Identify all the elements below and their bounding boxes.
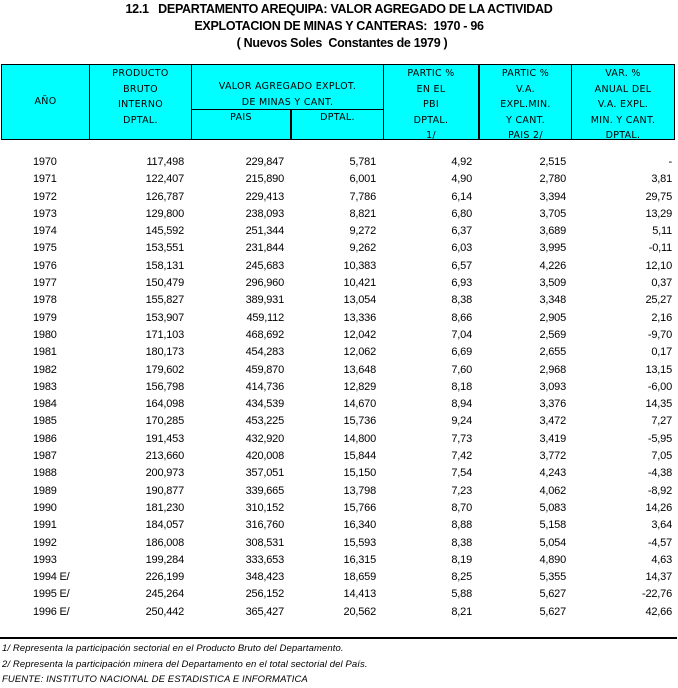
table-row [0, 500, 678, 517]
bottom-rule [0, 637, 677, 639]
cell-var-anual: -6,00 [647, 380, 672, 393]
cell-va-pais: 238,093 [245, 207, 284, 220]
cell-va-dptal: 13,648 [343, 363, 376, 376]
cell-partic-pbi: 8,94 [451, 398, 472, 411]
header-partic-va-line: PARTIC % [501, 68, 550, 79]
cell-va-pais: 229,413 [245, 190, 284, 203]
cell-pbi: 156,798 [145, 380, 184, 393]
cell-va-pais: 310,152 [245, 501, 284, 514]
cell-year: 1989 [33, 484, 57, 497]
cell-year: 1996 E/ [33, 605, 70, 618]
cell-year: 1990 [33, 501, 57, 514]
header-partic-va [480, 65, 571, 139]
cell-partic-va: 3,509 [539, 277, 566, 290]
cell-var-anual: 3,64 [651, 519, 672, 532]
cell-va-dptal: 12,042 [343, 328, 376, 341]
header-var-anual-line: ANUAL DEL [594, 83, 652, 95]
cell-year: 1973 [33, 207, 57, 220]
cell-year: 1978 [33, 294, 57, 307]
cell-va-pais: 459,112 [246, 311, 284, 324]
cell-va-pais: 365,427 [245, 605, 284, 618]
cell-va-pais: 389,931 [245, 294, 284, 307]
cell-pbi: 153,907 [145, 311, 184, 324]
cell-year: 1985 [33, 415, 57, 428]
footnote-1: 1/ Representa la participación sectorial en el Producto Bruto del Departamento. [2, 643, 344, 654]
cell-pbi: 150,479 [145, 277, 184, 290]
cell-partic-pbi: 6,37 [451, 225, 472, 238]
cell-partic-pbi: 5,88 [451, 588, 472, 601]
header-partic-pbi-line: 1/ [426, 130, 436, 141]
cell-partic-va: 5,158 [539, 519, 566, 532]
cell-va-pais: 308,531 [245, 536, 284, 549]
cell-year: 1971 [33, 173, 57, 186]
cell-va-dptal: 14,670 [343, 398, 376, 411]
cell-year: 1981 [33, 346, 57, 359]
cell-pbi: 126,787 [145, 190, 184, 203]
cell-va-pais: 229,847 [245, 156, 284, 168]
table-row [0, 344, 678, 361]
cell-va-dptal: 12,062 [343, 346, 376, 359]
cell-va-dptal: 13,336 [343, 311, 376, 324]
cell-partic-va: 2,780 [539, 173, 566, 186]
cell-va-dptal: 7,786 [349, 190, 376, 203]
cell-partic-pbi: 6,57 [451, 259, 472, 272]
table-row [0, 448, 678, 465]
cell-pbi: 179,602 [145, 363, 184, 376]
cell-va-dptal: 15,150 [343, 467, 376, 480]
footnote-source: FUENTE: INSTITUTO NACIONAL DE ESTADISTICA E INFORMATICA [2, 674, 308, 685]
cell-var-anual: 5,11 [652, 225, 672, 238]
cell-va-dptal: 16,340 [343, 519, 376, 532]
cell-va-dptal: 15,736 [343, 415, 376, 428]
table-row [0, 189, 678, 206]
table-row [0, 171, 678, 188]
header-pbi [90, 65, 191, 139]
cell-va-pais: 256,152 [245, 588, 284, 601]
table-body [0, 154, 678, 621]
cell-year: 1974 [33, 225, 57, 238]
cell-var-anual: 3,81 [651, 173, 672, 186]
cell-partic-pbi: 7,23 [451, 484, 472, 497]
cell-va-dptal: 8,821 [349, 207, 376, 220]
cell-partic-pbi: 6,14 [451, 190, 472, 203]
cell-var-anual: 14,37 [645, 571, 672, 584]
cell-partic-va: 3,689 [539, 225, 566, 238]
cell-year: 1992 [33, 536, 57, 549]
cell-va-dptal: 14,800 [343, 432, 376, 445]
cell-partic-pbi: 6,69 [451, 346, 472, 359]
cell-partic-pbi: 7,60 [451, 363, 472, 376]
cell-va-dptal: 10,421 [343, 277, 376, 290]
cell-pbi: 129,800 [145, 207, 184, 220]
cell-var-anual: 42,66 [645, 605, 672, 618]
header-va-dptal-label: DPTAL. [320, 112, 355, 123]
cell-year: 1970 [33, 156, 57, 168]
cell-va-pais: 459,870 [245, 363, 284, 376]
cell-partic-pbi: 7,42 [451, 450, 472, 463]
cell-partic-pbi: 8,21 [451, 605, 472, 618]
cell-partic-pbi: 8,38 [451, 294, 472, 307]
cell-var-anual: 7,05 [651, 450, 672, 463]
cell-partic-va: 3,394 [539, 190, 566, 203]
cell-partic-va: 5,355 [539, 571, 566, 584]
header-partic-pbi-line: PARTIC % [407, 68, 455, 79]
header-va-pais-label: PAIS [230, 112, 252, 123]
cell-va-dptal: 15,844 [343, 450, 376, 463]
table-row [0, 604, 678, 621]
cell-va-pais: 454,283 [245, 346, 284, 359]
cell-pbi: 164,098 [145, 398, 184, 411]
cell-partic-va: 4,243 [539, 467, 566, 480]
cell-partic-pbi: 4,92 [451, 156, 472, 168]
cell-partic-va: 2,569 [539, 328, 566, 341]
header-var-anual-line: V.A. EXPL. [597, 99, 649, 110]
cell-va-dptal: 13,798 [343, 484, 376, 497]
cell-pbi: 181,230 [145, 501, 184, 514]
table-row [0, 465, 678, 482]
cell-pbi: 145,592 [145, 225, 184, 238]
cell-partic-va: 3,472 [539, 415, 566, 428]
cell-pbi: 184,057 [145, 519, 184, 532]
cell-va-dptal: 6,001 [349, 173, 376, 186]
table-row [0, 292, 678, 309]
cell-partic-pbi: 8,19 [451, 553, 472, 566]
cell-year: 1988 [33, 467, 57, 480]
cell-pbi: 117,498 [146, 156, 184, 168]
cell-partic-va: 3,093 [539, 380, 566, 393]
cell-partic-va: 4,226 [539, 259, 566, 272]
cell-var-anual: 13,29 [645, 207, 672, 220]
cell-year: 1980 [33, 328, 57, 341]
title-line-2: EXPLOTACION DE MINAS Y CANTERAS: 1970 - 96 [194, 19, 484, 33]
table-row [0, 223, 678, 240]
header-pbi-line: BRUTO [123, 83, 158, 95]
cell-partic-pbi: 8,70 [451, 501, 472, 514]
header-partic-pbi-line: DPTAL. [413, 114, 449, 126]
header-year-label: AÑO [34, 96, 57, 107]
cell-partic-va: 4,890 [539, 553, 566, 566]
table-row [0, 154, 678, 171]
cell-pbi: 213,660 [145, 450, 184, 463]
table-row [0, 396, 678, 413]
cell-partic-va: 3,348 [539, 294, 566, 307]
cell-pbi: 199,284 [145, 553, 184, 566]
cell-partic-va: 3,419 [539, 432, 566, 445]
cell-partic-va: 3,705 [539, 207, 566, 220]
cell-var-anual: 29,75 [645, 190, 672, 203]
cell-var-anual: 4,63 [651, 553, 672, 566]
cell-partic-va: 3,376 [539, 398, 566, 411]
cell-pbi: 226,199 [145, 571, 184, 584]
cell-year: 1983 [33, 380, 57, 393]
cell-va-pais: 296,960 [245, 277, 284, 290]
table-row [0, 586, 678, 603]
cell-var-anual: -22,76 [642, 588, 672, 601]
cell-pbi: 191,453 [145, 432, 184, 445]
cell-partic-va: 5,054 [539, 536, 566, 549]
cell-va-pais: 453,225 [245, 415, 284, 428]
cell-year: 1995 E/ [33, 588, 70, 601]
cell-partic-pbi: 7,54 [451, 467, 472, 480]
cell-va-dptal: 18,659 [343, 571, 376, 584]
cell-pbi: 190,877 [145, 484, 184, 497]
table-row [0, 569, 678, 586]
cell-pbi: 180,173 [145, 346, 184, 359]
header-partic-pbi-line: PBI [423, 99, 439, 110]
table-row [0, 431, 678, 448]
table-row [0, 362, 678, 379]
cell-partic-pbi: 4,90 [451, 173, 472, 186]
table-header [1, 64, 675, 140]
cell-var-anual: 2,16 [651, 311, 672, 324]
cell-partic-pbi: 7,73 [451, 432, 472, 445]
cell-va-pais: 251,344 [245, 225, 284, 238]
cell-year: 1977 [33, 277, 57, 290]
cell-year: 1986 [33, 432, 57, 445]
cell-va-dptal: 20,562 [343, 605, 376, 618]
cell-year: 1976 [33, 259, 57, 272]
cell-va-pais: 333,653 [245, 553, 284, 566]
header-partic-pbi-line: EN EL [416, 83, 446, 95]
cell-va-pais: 468,692 [245, 328, 284, 341]
cell-pbi: 200,973 [145, 467, 184, 480]
cell-var-anual: -4,57 [647, 536, 672, 549]
cell-va-pais: 432,920 [245, 432, 284, 445]
cell-pbi: 155,827 [145, 294, 184, 307]
cell-pbi: 170,285 [145, 415, 184, 428]
cell-va-dptal: 5,781 [349, 156, 376, 168]
header-pbi-line: DPTAL. [123, 114, 158, 126]
cell-partic-va: 5,083 [539, 501, 566, 514]
header-va-group [192, 65, 383, 109]
table-title [0, 1, 678, 52]
footnotes [2, 641, 368, 688]
cell-va-dptal: 13,054 [343, 294, 376, 307]
cell-va-dptal: 9,272 [349, 225, 376, 238]
cell-partic-pbi: 8,38 [451, 536, 472, 549]
cell-var-anual: 14,26 [645, 501, 672, 514]
cell-va-pais: 357,051 [245, 467, 284, 480]
cell-year: 1994 E/ [33, 571, 70, 584]
cell-va-dptal: 14,413 [343, 588, 376, 601]
cell-partic-va: 4,062 [539, 484, 566, 497]
cell-va-pais: 348,423 [245, 571, 284, 584]
header-var-anual [572, 65, 674, 139]
cell-partic-pbi: 7,04 [451, 328, 472, 341]
cell-year: 1991 [33, 519, 57, 532]
cell-partic-pbi: 6,03 [451, 242, 472, 255]
cell-va-dptal: 9,262 [349, 242, 376, 255]
cell-var-anual: 25,27 [645, 294, 672, 307]
cell-partic-va: 3,772 [539, 450, 566, 463]
cell-pbi: 186,008 [145, 536, 184, 549]
cell-year: 1984 [33, 398, 57, 411]
table-row [0, 310, 678, 327]
footnote-2: 2/ Representa la participación minera del Departamento en el total sectorial del País. [2, 658, 368, 670]
cell-partic-va: 2,515 [539, 156, 566, 168]
cell-var-anual: 7,27 [651, 415, 672, 428]
cell-pbi: 153,551 [145, 242, 184, 255]
table-row [0, 275, 678, 292]
header-va-group-line: DE MINAS Y CANT. [241, 96, 334, 108]
table-row [0, 240, 678, 257]
cell-year: 1982 [33, 363, 57, 376]
cell-partic-va: 5,627 [539, 588, 566, 601]
cell-partic-va: 2,968 [539, 363, 566, 376]
cell-var-anual: 0,37 [651, 277, 672, 290]
header-partic-va-line: V.A. [516, 83, 535, 95]
cell-va-dptal: 10,383 [343, 259, 376, 272]
cell-year: 1972 [33, 190, 57, 203]
cell-partic-va: 5,627 [539, 605, 566, 618]
header-pbi-line: INTERNO [118, 99, 163, 110]
header-partic-va-line: EXPL.MIN. [500, 99, 551, 110]
cell-va-pais: 245,683 [245, 259, 284, 272]
table-row [0, 483, 678, 500]
table-row [0, 517, 678, 534]
header-partic-pbi [384, 65, 478, 139]
cell-pbi: 158,131 [145, 259, 184, 272]
cell-va-pais: 420,008 [245, 450, 284, 463]
cell-year: 1975 [33, 242, 57, 255]
cell-partic-pbi: 8,25 [451, 571, 472, 584]
cell-var-anual: 0,17 [651, 346, 672, 359]
cell-var-anual: -9,70 [647, 328, 672, 341]
cell-va-pais: 339,665 [245, 484, 284, 497]
cell-partic-va: 2,655 [539, 346, 566, 359]
table-row [0, 535, 678, 552]
header-va-group-line: VALOR AGREGADO EXPLOT. [218, 81, 357, 92]
header-var-anual-line: VAR. % [605, 68, 641, 79]
header-partic-va-line: PAIS 2/ [508, 130, 543, 141]
header-var-anual-line: MIN. Y CANT. [590, 114, 656, 126]
cell-partic-va: 2,905 [539, 311, 566, 324]
table-row [0, 379, 678, 396]
cell-va-dptal: 16,315 [343, 553, 376, 566]
title-subtitle-units: ( Nuevos Soles Constantes de 1979 ) [236, 36, 448, 50]
cell-var-anual: 12,10 [645, 259, 672, 272]
cell-var-anual: -5,95 [647, 432, 672, 445]
table-row [0, 327, 678, 344]
cell-pbi: 171,103 [145, 328, 184, 341]
header-var-anual-line: DPTAL. [605, 130, 641, 141]
cell-va-dptal: 15,766 [343, 501, 376, 514]
cell-var-anual: - [668, 156, 672, 168]
cell-partic-pbi: 8,88 [451, 519, 472, 532]
cell-va-dptal: 12,829 [343, 380, 376, 393]
cell-va-pais: 414,736 [245, 380, 284, 393]
cell-pbi: 250,442 [145, 605, 184, 618]
cell-partic-va: 3,995 [539, 242, 566, 255]
header-va-dptal [292, 110, 383, 139]
cell-year: 1993 [33, 553, 57, 566]
cell-partic-pbi: 6,93 [451, 277, 472, 290]
title-line-1: 12.1 DEPARTAMENTO AREQUIPA: VALOR AGREGADO DE LA ACTIVIDAD [125, 2, 553, 16]
cell-va-pais: 316,760 [245, 519, 284, 532]
header-pbi-line: PRODUCTO [112, 68, 169, 79]
cell-var-anual: 13,15 [645, 363, 672, 376]
table-row [0, 552, 678, 569]
cell-va-dptal: 15,593 [343, 536, 376, 549]
cell-var-anual: -8,92 [647, 484, 672, 497]
cell-va-pais: 434,539 [245, 398, 284, 411]
table-row [0, 258, 678, 275]
cell-year: 1987 [33, 450, 57, 463]
header-year [2, 65, 89, 139]
cell-pbi: 245,264 [145, 588, 184, 601]
table-row [0, 413, 678, 430]
cell-var-anual: 14,35 [645, 398, 672, 411]
cell-year: 1979 [33, 311, 57, 324]
cell-var-anual: -0,11 [648, 242, 672, 255]
header-partic-va-line: Y CANT. [506, 114, 545, 126]
table-row [0, 206, 678, 223]
cell-partic-pbi: 9,24 [451, 415, 472, 428]
cell-partic-pbi: 8,66 [451, 311, 472, 324]
cell-pbi: 122,407 [145, 173, 184, 186]
cell-var-anual: -4,38 [647, 467, 672, 480]
cell-partic-pbi: 8,18 [451, 380, 472, 393]
header-va-pais [192, 110, 290, 139]
cell-va-pais: 215,890 [245, 173, 284, 186]
cell-va-pais: 231,844 [245, 242, 284, 255]
cell-partic-pbi: 6,80 [451, 207, 472, 220]
